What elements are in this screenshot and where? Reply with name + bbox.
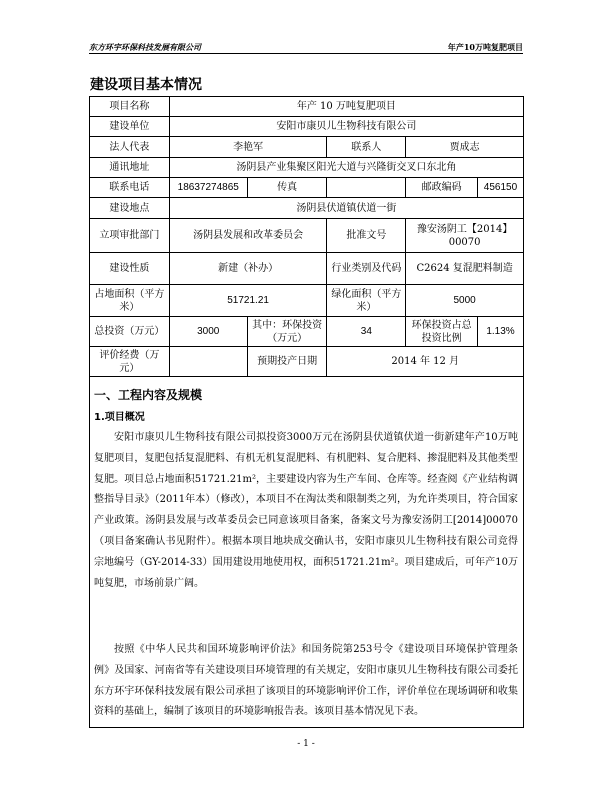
paragraph-eia: 按照《中华人民共和国环境影响评价法》和国务院第253号令《建设项目环境保护管理条例》及国家、河南省等有关建设项目环境管理的有关规定，安阳市康贝儿生物科技有限公司委托东方环宇环保科技发展有限公司承担了该项目的环境影响评价工作，评价单位在现场调研和收集资料的基础上，编制了该项目的环境影响报告表。该项目基本情况见下表。 [94, 644, 518, 718]
table-row [90, 137, 524, 158]
cell-approval-no: 豫安汤阴工【2014】00070 [406, 219, 524, 253]
cell-label: 建设单位 [90, 117, 170, 137]
cell-nature: 新建（补办） [169, 253, 327, 285]
page-title: 建设项目基本情况 [90, 77, 202, 93]
cell-label: 联系电话 [90, 178, 170, 198]
cell-label: 建设性质 [90, 253, 170, 285]
cell-label: 行业类别及代码 [327, 253, 406, 285]
cell-label: 评价经费（万元） [90, 347, 170, 377]
cell-phone: 18637274865 [169, 178, 247, 198]
cell-postcode: 456150 [477, 178, 523, 198]
header-rule [89, 53, 523, 54]
cell-env-invest: 34 [327, 317, 406, 347]
cell-project-name: 年产 10 万吨复肥项目 [169, 97, 523, 117]
cell-contact: 贾成志 [406, 137, 524, 158]
table-row [90, 317, 524, 347]
cell-legal-rep: 李艳军 [169, 137, 327, 158]
table-row [90, 198, 524, 219]
cell-green: 5000 [406, 285, 524, 317]
page-number: - 1 - [297, 739, 315, 749]
cell-label: 联系人 [327, 137, 406, 158]
project-info-table [89, 96, 524, 377]
paragraph-overview: 安阳市康贝儿生物科技有限公司拟投资3000万元在汤阴县伏道镇伏道一街新建年产10万吨复肥项目，复肥包括复混肥料、有机无机复混肥料、有机肥料、复合肥料、掺混肥料及其他类型复肥。项目总占地面积51721.21m²，主要建设内容为生产车间、仓库等。经查阅《产业结构调整指导目录》（2011年本）（修改），本项目不在淘汰类和限制类之列，为允许类项目，符合国家产业政策。汤阴县发展与改革委员会已同意该项目备案，备案文号为豫安汤阴工[2014]00070（项目备案确认书见附件）。根据本项目地块成交确认书，安阳市康贝儿生物科技有限公司竞得宗地编号（GY-2014-33）国用建设用地使用权，面积51721.21m²。项目建成后，可年产10万吨复肥，市场前景广阔。 [94, 432, 518, 589]
cell-label: 邮政编码 [406, 178, 478, 198]
table-row [90, 117, 524, 137]
cell-label: 建设地点 [90, 198, 170, 219]
table-row [90, 219, 524, 253]
cell-address: 汤阴县产业集聚区阳光大道与兴隆街交叉口东北角 [169, 158, 523, 178]
cell-invest: 3000 [169, 317, 247, 347]
cell-label: 其中：环保投资（万元） [247, 317, 327, 347]
cell-unit: 安阳市康贝儿生物科技有限公司 [169, 117, 523, 137]
table-row [90, 347, 524, 377]
cell-area: 51721.21 [169, 285, 327, 317]
cell-label: 批准文号 [327, 219, 406, 253]
cell-label: 传真 [247, 178, 327, 198]
cell-label: 预期投产日期 [247, 347, 327, 377]
table-row [90, 97, 524, 117]
cell-label: 总投资（万元） [90, 317, 170, 347]
table-row [90, 253, 524, 285]
cell-label: 项目名称 [90, 97, 170, 117]
cell-label: 立项审批部门 [90, 219, 170, 253]
section-heading: 一、工程内容及规模 [94, 388, 203, 402]
header-project: 年产10万吨复肥项目 [447, 42, 523, 52]
cell-prod-date: 2014 年 12 月 [327, 347, 524, 377]
header-company: 东方环宇环保科技发展有限公司 [89, 42, 201, 52]
subsection-heading: 1.项目概况 [94, 412, 145, 423]
cell-label: 绿化面积（平方米） [327, 285, 406, 317]
cell-label: 法人代表 [90, 137, 170, 158]
table-row [90, 158, 524, 178]
cell-eval-fee [169, 347, 247, 377]
cell-approval-dept: 汤阴县发展和改革委员会 [169, 219, 327, 253]
cell-label: 占地面积（平方米） [90, 285, 170, 317]
cell-site: 汤阴县伏道镇伏道一街 [169, 198, 523, 219]
cell-label: 环保投资占总投资比例 [406, 317, 478, 347]
cell-fax [327, 178, 406, 198]
table-row [90, 285, 524, 317]
cell-industry: C2624 复混肥料制造 [406, 253, 524, 285]
cell-label: 通讯地址 [90, 158, 170, 178]
page-header [89, 40, 523, 54]
cell-env-ratio: 1.13% [477, 317, 523, 347]
table-row [90, 178, 524, 198]
